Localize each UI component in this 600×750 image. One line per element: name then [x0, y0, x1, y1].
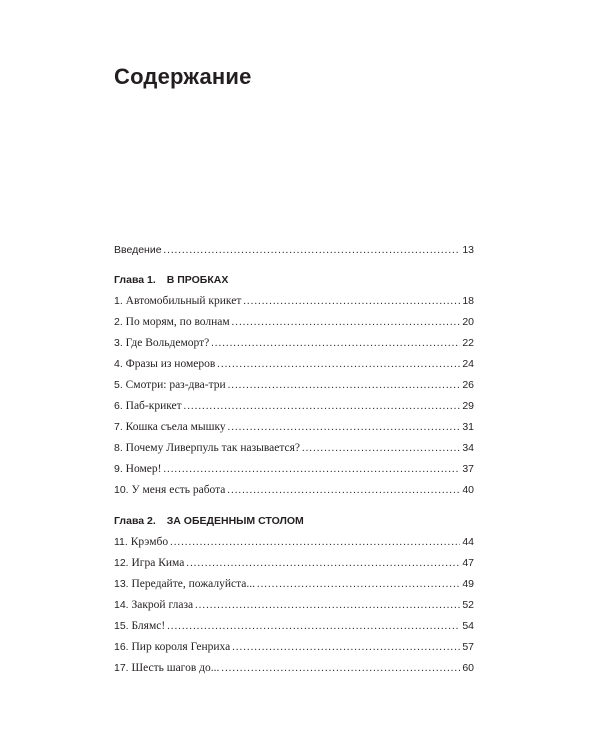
toc-entry-page: 40 — [462, 484, 474, 496]
toc-entry-title: Введение — [114, 244, 162, 256]
toc-entry-title: Кошка съела мышку — [125, 421, 226, 433]
toc-entry-number: 1. — [114, 295, 123, 307]
toc-entry-page: 49 — [462, 578, 474, 590]
dot-leader — [167, 618, 460, 636]
toc-entry-page: 22 — [462, 337, 474, 349]
chapter-name: В ПРОБКАХ — [166, 274, 229, 286]
toc-entry-number: 16. — [114, 641, 129, 653]
dot-leader — [232, 639, 460, 657]
toc-entry-page: 26 — [462, 379, 474, 391]
toc-entry-number: 11. — [114, 536, 128, 548]
toc-entry-page: 29 — [462, 400, 474, 412]
toc-entry-title: По морям, по волнам — [125, 316, 230, 328]
chapter-heading-2 — [114, 512, 304, 530]
toc-entry-title: Почему Ливерпуль так называется? — [125, 442, 301, 454]
dot-leader — [302, 440, 460, 458]
toc-entry-number: 4. — [114, 358, 123, 370]
toc-entry-title: Где Вольдеморт? — [125, 337, 210, 349]
toc-entry-page: 34 — [462, 442, 474, 454]
toc-entry[interactable] — [114, 575, 474, 593]
dot-leader — [170, 534, 460, 552]
toc-entry-number: 6. — [114, 400, 123, 412]
toc-entry-number: 8. — [114, 442, 123, 454]
toc-entry[interactable] — [114, 292, 474, 310]
toc-entry-title: Номер! — [125, 463, 162, 475]
toc-entry-title: Блямс! — [131, 620, 166, 632]
toc-entry-page: 57 — [462, 641, 474, 653]
toc-entry-title: Смотри: раз-два-три — [125, 379, 226, 391]
toc-entry[interactable] — [114, 533, 474, 551]
toc-entry-number: 5. — [114, 379, 123, 391]
toc-entry-title: Автомобильный крикет — [125, 295, 242, 307]
toc-entry-number: 9. — [114, 463, 123, 475]
toc-entry-number: 12. — [114, 557, 129, 569]
dot-leader — [211, 335, 460, 353]
toc-entry-page: 37 — [462, 463, 474, 475]
toc-entry-page: 44 — [462, 536, 474, 548]
dot-leader — [195, 597, 460, 615]
toc-entry-title: Крэмбо — [130, 536, 169, 548]
dot-leader — [227, 482, 460, 500]
toc-entry-title: Закрой глаза — [131, 599, 194, 611]
toc-entry-page: 31 — [462, 421, 474, 433]
toc-entry-page: 54 — [462, 620, 474, 632]
toc-entry-title: Паб-крикет — [125, 400, 182, 412]
toc-entry-number: 2. — [114, 316, 123, 328]
dot-leader — [232, 314, 461, 332]
toc-entry-title: Игра Кима — [131, 557, 185, 569]
chapter-heading-1 — [114, 271, 228, 289]
dot-leader — [184, 398, 461, 416]
toc-entry[interactable] — [114, 418, 474, 436]
toc-entry-number: 7. — [114, 421, 123, 433]
toc-entry-page: 13 — [462, 244, 474, 256]
toc-entry-page: 60 — [462, 662, 474, 674]
dot-leader — [186, 555, 460, 573]
toc-entry-page: 47 — [462, 557, 474, 569]
toc-entry-number: 17. — [114, 662, 129, 674]
chapter-label: Глава 2. — [114, 515, 156, 527]
dot-leader — [164, 242, 461, 260]
toc-entry-title: Пир короля Генриха — [131, 641, 231, 653]
chapter-name: ЗА ОБЕДЕННЫМ СТОЛОМ — [166, 515, 304, 527]
toc-entry-page: 18 — [462, 295, 474, 307]
dot-leader — [228, 377, 461, 395]
dot-leader — [257, 576, 460, 594]
toc-entry-intro[interactable] — [114, 241, 474, 259]
toc-entry-number: 3. — [114, 337, 123, 349]
toc-entry-number: 15. — [114, 620, 129, 632]
dot-leader — [243, 293, 460, 311]
toc-entry[interactable] — [114, 554, 474, 572]
toc-entry-number: 13. — [114, 578, 129, 590]
toc-entry[interactable] — [114, 659, 474, 677]
dot-leader — [228, 419, 461, 437]
toc-entry-page: 52 — [462, 599, 474, 611]
toc-entry[interactable] — [114, 439, 474, 457]
toc-entry-title: Передайте, пожалуйста... — [131, 578, 255, 590]
chapter-label: Глава 1. — [114, 274, 156, 286]
toc-entry[interactable] — [114, 376, 474, 394]
toc-entry-title: У меня есть работа — [131, 484, 226, 496]
dot-leader — [163, 461, 460, 479]
toc-entry[interactable] — [114, 638, 474, 656]
toc-entry[interactable] — [114, 355, 474, 373]
toc-entry[interactable] — [114, 617, 474, 635]
dot-leader — [221, 660, 460, 678]
toc-entry-page: 24 — [462, 358, 474, 370]
dot-leader — [217, 356, 460, 374]
page-title: Содержание — [114, 64, 252, 89]
toc-entry-title: Фразы из номеров — [125, 358, 216, 370]
toc-entry[interactable] — [114, 460, 474, 478]
toc-entry[interactable] — [114, 596, 474, 614]
toc-entry-number: 10. — [114, 484, 129, 496]
toc-entry-page: 20 — [462, 316, 474, 328]
toc-entry[interactable] — [114, 481, 474, 499]
toc-entry[interactable] — [114, 313, 474, 331]
toc-entry-number: 14. — [114, 599, 129, 611]
toc-entry[interactable] — [114, 334, 474, 352]
toc-entry-title: Шесть шагов до... — [131, 662, 220, 674]
toc-entry[interactable] — [114, 397, 474, 415]
